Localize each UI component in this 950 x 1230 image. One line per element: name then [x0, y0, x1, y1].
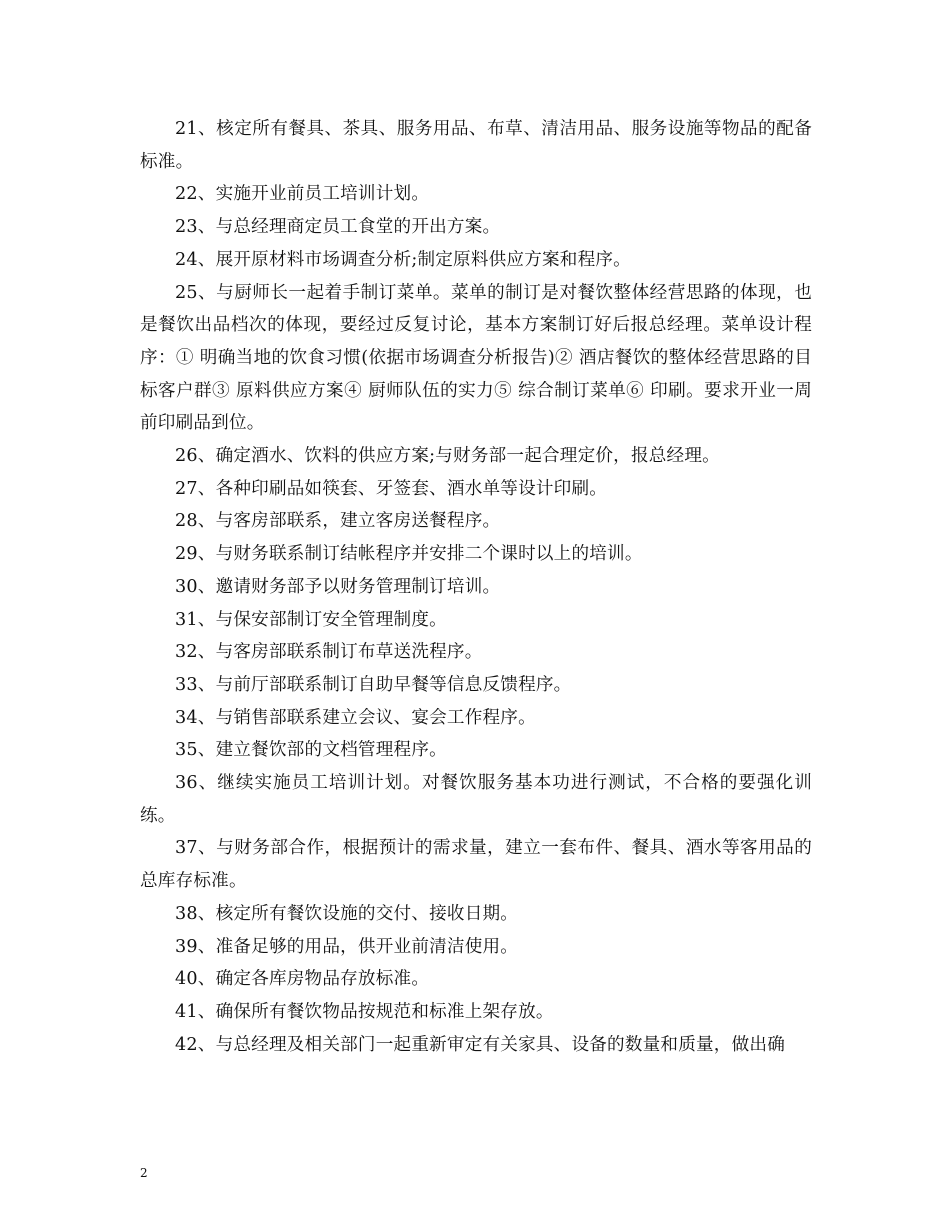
- paragraph-41: 41、确保所有餐饮物品按规范和标准上架存放。: [175, 1001, 554, 1022]
- paragraph-34: 34、与销售部联系建立会议、宴会工作程序。: [175, 707, 536, 728]
- paragraph-39: 39、准备足够的用品，供开业前清洁使用。: [175, 936, 519, 957]
- paragraph-38: 38、核定所有餐饮设施的交付、接收日期。: [175, 903, 519, 924]
- paragraph-26: 26、确定酒水、饮料的供应方案;与财务部一起合理定价，报总经理。: [175, 446, 720, 467]
- paragraph-37: 37、与财务部合作，根据预计的需求量，建立一套布件、餐具、酒水等客用品的总库存标准。: [140, 838, 812, 892]
- paragraph-29: 29、与财务联系制订结帐程序并安排二个课时以上的培训。: [175, 544, 643, 565]
- paragraph-40: 40、确定各库房物品存放标准。: [175, 969, 430, 990]
- paragraph-30: 30、邀请财务部予以财务管理制订培训。: [175, 576, 501, 597]
- paragraph-42: 42、与总经理及相关部门一起重新审定有关家具、设备的数量和质量，做出确: [175, 1034, 785, 1055]
- paragraph-27: 27、各种印刷品如筷套、牙签套、酒水单等设计印刷。: [175, 478, 608, 499]
- paragraph-21: 21、核定所有餐具、茶具、服务用品、布草、清洁用品、服务设施等物品的配备标准。: [140, 119, 812, 172]
- paragraph-24: 24、展开原材料市场调查分析;制定原料供应方案和程序。: [175, 249, 631, 270]
- paragraph-22: 22、实施开业前员工培训计划。: [175, 184, 430, 205]
- page-number: 2: [140, 1166, 148, 1180]
- paragraph-32: 32、与客房部联系制订布草送洗程序。: [175, 642, 483, 663]
- paragraph-36: 36、继续实施员工培训计划。对餐饮服务基本功进行测试，不合格的要强化训练。: [140, 773, 812, 826]
- paragraph-31: 31、与保安部制订安全管理制度。: [175, 609, 447, 630]
- paragraph-33: 33、与前厅部联系制订自助早餐等信息反馈程序。: [175, 674, 572, 695]
- paragraph-28: 28、与客房部联系，建立客房送餐程序。: [175, 511, 501, 532]
- document-body: [140, 113, 812, 1061]
- paragraph-25: 25、与厨师长一起着手制订菜单。菜单的制订是对餐饮整体经营思路的体现，也是餐饮出品档次的体现，要经过反复讨论，基本方案制订好后报总经理。菜单设计程序：① 明确当地的饮食习惯(依据市场调查分析报告)② 酒店餐饮的整体经营思路的目标客户群③ 原料供应方案④ 厨师队伍的实力⑤ 综合制订菜单⑥ 印刷。要求开业一周前印刷品到位。: [140, 282, 812, 434]
- paragraph-23: 23、与总经理商定员工食堂的开出方案。: [175, 217, 501, 238]
- paragraph-35: 35、建立餐饮部的文档管理程序。: [175, 740, 447, 761]
